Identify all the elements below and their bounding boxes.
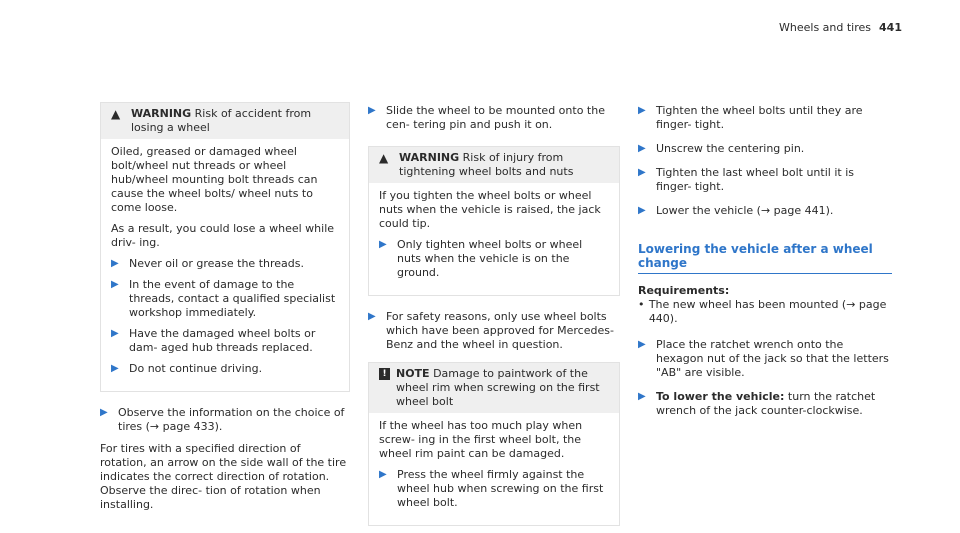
step-arrow-icon: ▶ xyxy=(111,328,119,339)
step-arrow-icon: ▶ xyxy=(111,363,119,374)
warning-title xyxy=(379,151,609,179)
step-tighten-bolts: ▶ Tighten the wheel bolts until they are finger- tight. xyxy=(638,104,863,131)
step-tighten-last-bolt: ▶ Tighten the last wheel bolt until it is finger- tight. xyxy=(638,166,854,193)
warning-title xyxy=(111,107,339,135)
exclamation-icon: ! xyxy=(379,368,390,380)
page-number: 441 xyxy=(879,21,902,34)
warning-step: ▶ Never oil or grease the threads. xyxy=(111,257,304,270)
note-title xyxy=(379,367,609,409)
step-slide-wheel: ▶ Slide the wheel to be mounted onto the cen- tering pin and push it on. xyxy=(368,104,605,131)
column-3 xyxy=(638,104,892,425)
step-arrow-icon: ▶ xyxy=(111,258,119,269)
step-safety-bolts: ▶ For safety reasons, only use wheel bolts which have been approved for Mercedes- Benz and the wheel in question. xyxy=(368,310,614,351)
step-arrow-icon: ▶ xyxy=(111,279,119,290)
warning-keyword: WARNING xyxy=(131,107,192,120)
step-arrow-icon: ▶ xyxy=(379,239,387,250)
warning-box-losing-wheel xyxy=(100,102,350,392)
step-arrow-icon: ▶ xyxy=(638,143,646,154)
requirement-item: • The new wheel has been mounted (→ page 440). xyxy=(638,298,887,325)
warning-triangle-icon: ▲ xyxy=(111,107,121,121)
step-observe-tires: ▶ Observe the information on the choice of tires (→ page 433). xyxy=(100,406,345,433)
warning-keyword: WARNING xyxy=(399,151,460,164)
column-2 xyxy=(368,104,620,526)
step-arrow-icon: ▶ xyxy=(638,339,646,350)
step-arrow-icon: ▶ xyxy=(379,469,387,480)
warning-step: ▶ In the event of damage to the threads, contact a qualified specialist workshop immediately. xyxy=(111,278,336,319)
section-title-lowering: Lowering the vehicle after a wheel change xyxy=(638,242,892,274)
step-lower-vehicle: ▶ Lower the vehicle (→ page 441). xyxy=(638,204,834,217)
rotation-paragraph: For tires with a specified direction of rotation, an arrow on the side wall of the tire indicates the correct direction of rotation. Observe the direc- tion of rotation when installing. xyxy=(100,442,347,511)
step-arrow-icon: ▶ xyxy=(638,391,646,402)
note-keyword: NOTE xyxy=(396,367,430,380)
step-turn-ratchet: ▶ To lower the vehicle: turn the ratchet wrench of the jack counter-clockwise. xyxy=(638,390,876,417)
note-body xyxy=(369,413,619,525)
step-arrow-icon: ▶ xyxy=(368,105,376,116)
step-arrow-icon: ▶ xyxy=(368,311,376,322)
note-step: ▶ Press the wheel firmly against the wheel hub when screwing on the first wheel bolt. xyxy=(379,468,604,509)
note-paragraph: If the wheel has too much play when screw- ing in the first wheel bolt, the wheel rim paint can be damaged. xyxy=(379,419,583,460)
warning-title-text: Risk of accident from losing a wheel xyxy=(131,107,312,134)
bullet-icon: • xyxy=(638,298,645,311)
warning-box-tightening xyxy=(368,146,620,296)
step-unscrew-pin: ▶ Unscrew the centering pin. xyxy=(638,142,805,155)
warning-paragraph: If you tighten the wheel bolts or wheel nuts when the vehicle is raised, the jack could tip. xyxy=(379,189,601,230)
warning-triangle-icon: ▲ xyxy=(379,151,389,165)
warning-body xyxy=(101,139,349,391)
warning-step: ▶ Have the damaged wheel bolts or dam- aged hub threads replaced. xyxy=(111,327,316,354)
column-1 xyxy=(100,102,350,520)
warning-paragraph: As a result, you could lose a wheel while driv- ing. xyxy=(111,222,335,249)
requirements-label: Requirements: xyxy=(638,284,730,297)
section-name: Wheels and tires xyxy=(779,21,872,34)
note-box-paintwork xyxy=(368,362,620,526)
warning-step: ▶ Only tighten wheel bolts or wheel nuts when the vehicle is on the ground. xyxy=(379,238,583,279)
warning-paragraph: Oiled, greased or damaged wheel bolt/wheel nut threads or wheel hub/wheel mounting bolt threads can cause the wheel bolts/ wheel nuts to come loose. xyxy=(111,145,318,214)
step-place-wrench: ▶ Place the ratchet wrench onto the hexagon nut of the jack so that the letters "AB" are visible. xyxy=(638,338,889,379)
step-arrow-icon: ▶ xyxy=(638,205,646,216)
step-arrow-icon: ▶ xyxy=(638,105,646,116)
note-title-text: Damage to paintwork of the wheel rim when screwing on the first wheel bolt xyxy=(396,367,600,408)
step-arrow-icon: ▶ xyxy=(638,167,646,178)
requirements xyxy=(638,284,892,326)
page-header xyxy=(779,21,902,35)
warning-body xyxy=(369,183,619,295)
warning-step: ▶ Do not continue driving. xyxy=(111,362,263,375)
step-arrow-icon: ▶ xyxy=(100,407,108,418)
warning-title-text: Risk of injury from tightening wheel bolts and nuts xyxy=(399,151,574,178)
